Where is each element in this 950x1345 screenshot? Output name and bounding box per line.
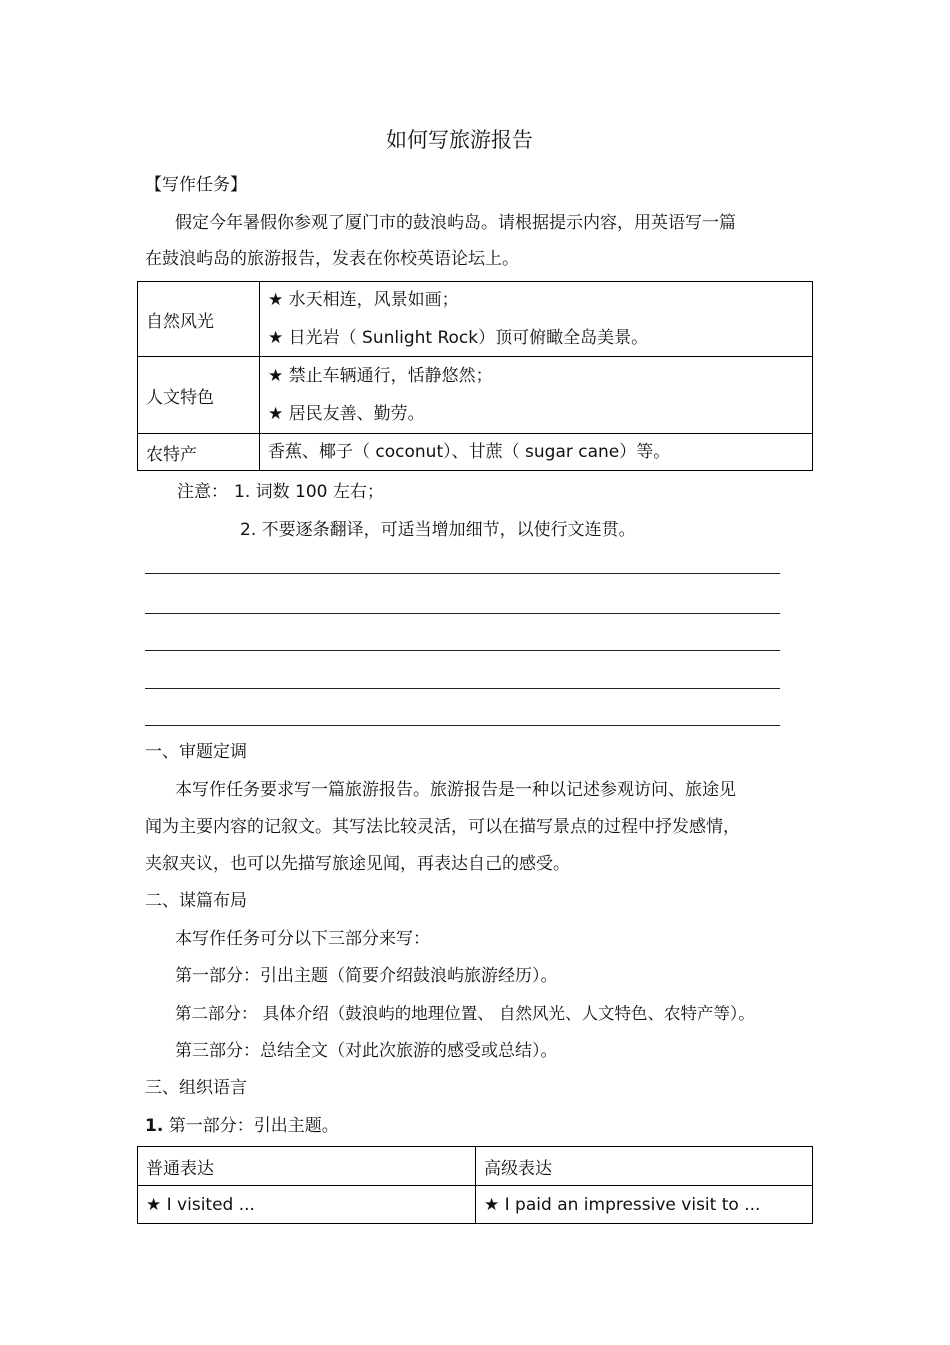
header-advanced: 高级表达 <box>476 1147 813 1186</box>
table-row <box>138 357 813 434</box>
section-3-heading: 三、组织语言 <box>145 1078 247 1098</box>
expr-advanced: ★ I paid an impressive visit to ... <box>476 1186 813 1224</box>
part-number: 1. <box>145 1116 164 1136</box>
page-title: 如何写旅游报告 <box>386 128 533 152</box>
section-1-heading: 一、审题定调 <box>145 742 247 762</box>
section-2-line-1: 本写作任务可分以下三部分来写： <box>175 929 430 949</box>
expression-table <box>137 1146 813 1224</box>
note-1: 1. 词数 100 左右； <box>234 482 384 502</box>
note-2: 2. 不要逐条翻译，可适当增加细节，以使行文连贯。 <box>240 520 636 540</box>
answer-line[interactable] <box>145 688 780 689</box>
info-label-products: 农特产 <box>138 434 260 471</box>
info-item: ★ 禁止车辆通行，恬静悠然； <box>268 365 493 386</box>
info-item: ★ 居民友善、勤劳。 <box>268 404 425 424</box>
notes-label: 注意： <box>177 482 228 502</box>
section-2-heading: 二、谋篇布局 <box>145 891 247 911</box>
info-content-products <box>260 434 813 471</box>
answer-line[interactable] <box>145 650 780 651</box>
section-1-line-3: 夹叙夹议，也可以先描写旅途见闻，再表达自己的感受。 <box>145 854 570 874</box>
expr-basic: ★ I visited ... <box>138 1186 476 1224</box>
task-heading: 【写作任务】 <box>145 175 247 195</box>
section-1-line-1: 本写作任务要求写一篇旅游报告。旅游报告是一种以记述参观访问、旅途见 <box>175 780 736 800</box>
table-row <box>138 1186 813 1224</box>
answer-line[interactable] <box>145 725 780 726</box>
info-label-culture: 人文特色 <box>138 357 260 434</box>
info-item: ★ 日光岩（ Sunlight Rock）顶可俯瞰全岛美景。 <box>268 328 649 348</box>
answer-line[interactable] <box>145 613 780 614</box>
info-label-natural: 自然风光 <box>138 282 260 357</box>
table-row <box>138 434 813 471</box>
table-row <box>138 1147 813 1186</box>
info-item: 香蕉、椰子（ coconut）、甘蔗（ sugar cane）等。 <box>268 441 671 462</box>
header-basic: 普通表达 <box>138 1147 476 1186</box>
info-table <box>137 281 813 471</box>
task-line-2: 在鼓浪屿岛的旅游报告，发表在你校英语论坛上。 <box>145 249 519 269</box>
table-row <box>138 282 813 357</box>
info-content-natural <box>260 282 813 357</box>
info-content-culture <box>260 357 813 434</box>
section-3-part-1 <box>145 1116 339 1136</box>
section-2-line-4: 第三部分：总结全文（对此次旅游的感受或总结）。 <box>175 1041 558 1061</box>
section-2-line-2: 第一部分：引出主题（简要介绍鼓浪屿旅游经历）。 <box>175 966 558 986</box>
section-2-line-3: 第二部分： 具体介绍（鼓浪屿的地理位置、 自然风光、人文特色、农特产等）。 <box>175 1004 755 1023</box>
answer-line[interactable] <box>145 573 780 574</box>
section-1-line-2: 闻为主要内容的记叙文。其写法比较灵活，可以在描写景点的过程中抒发感情， <box>145 817 740 837</box>
part-text: 第一部分：引出主题。 <box>168 1116 339 1136</box>
task-line-1: 假定今年暑假你参观了厦门市的鼓浪屿岛。请根据提示内容，用英语写一篇 <box>175 213 736 233</box>
info-item: ★ 水天相连，风景如画； <box>268 289 459 310</box>
